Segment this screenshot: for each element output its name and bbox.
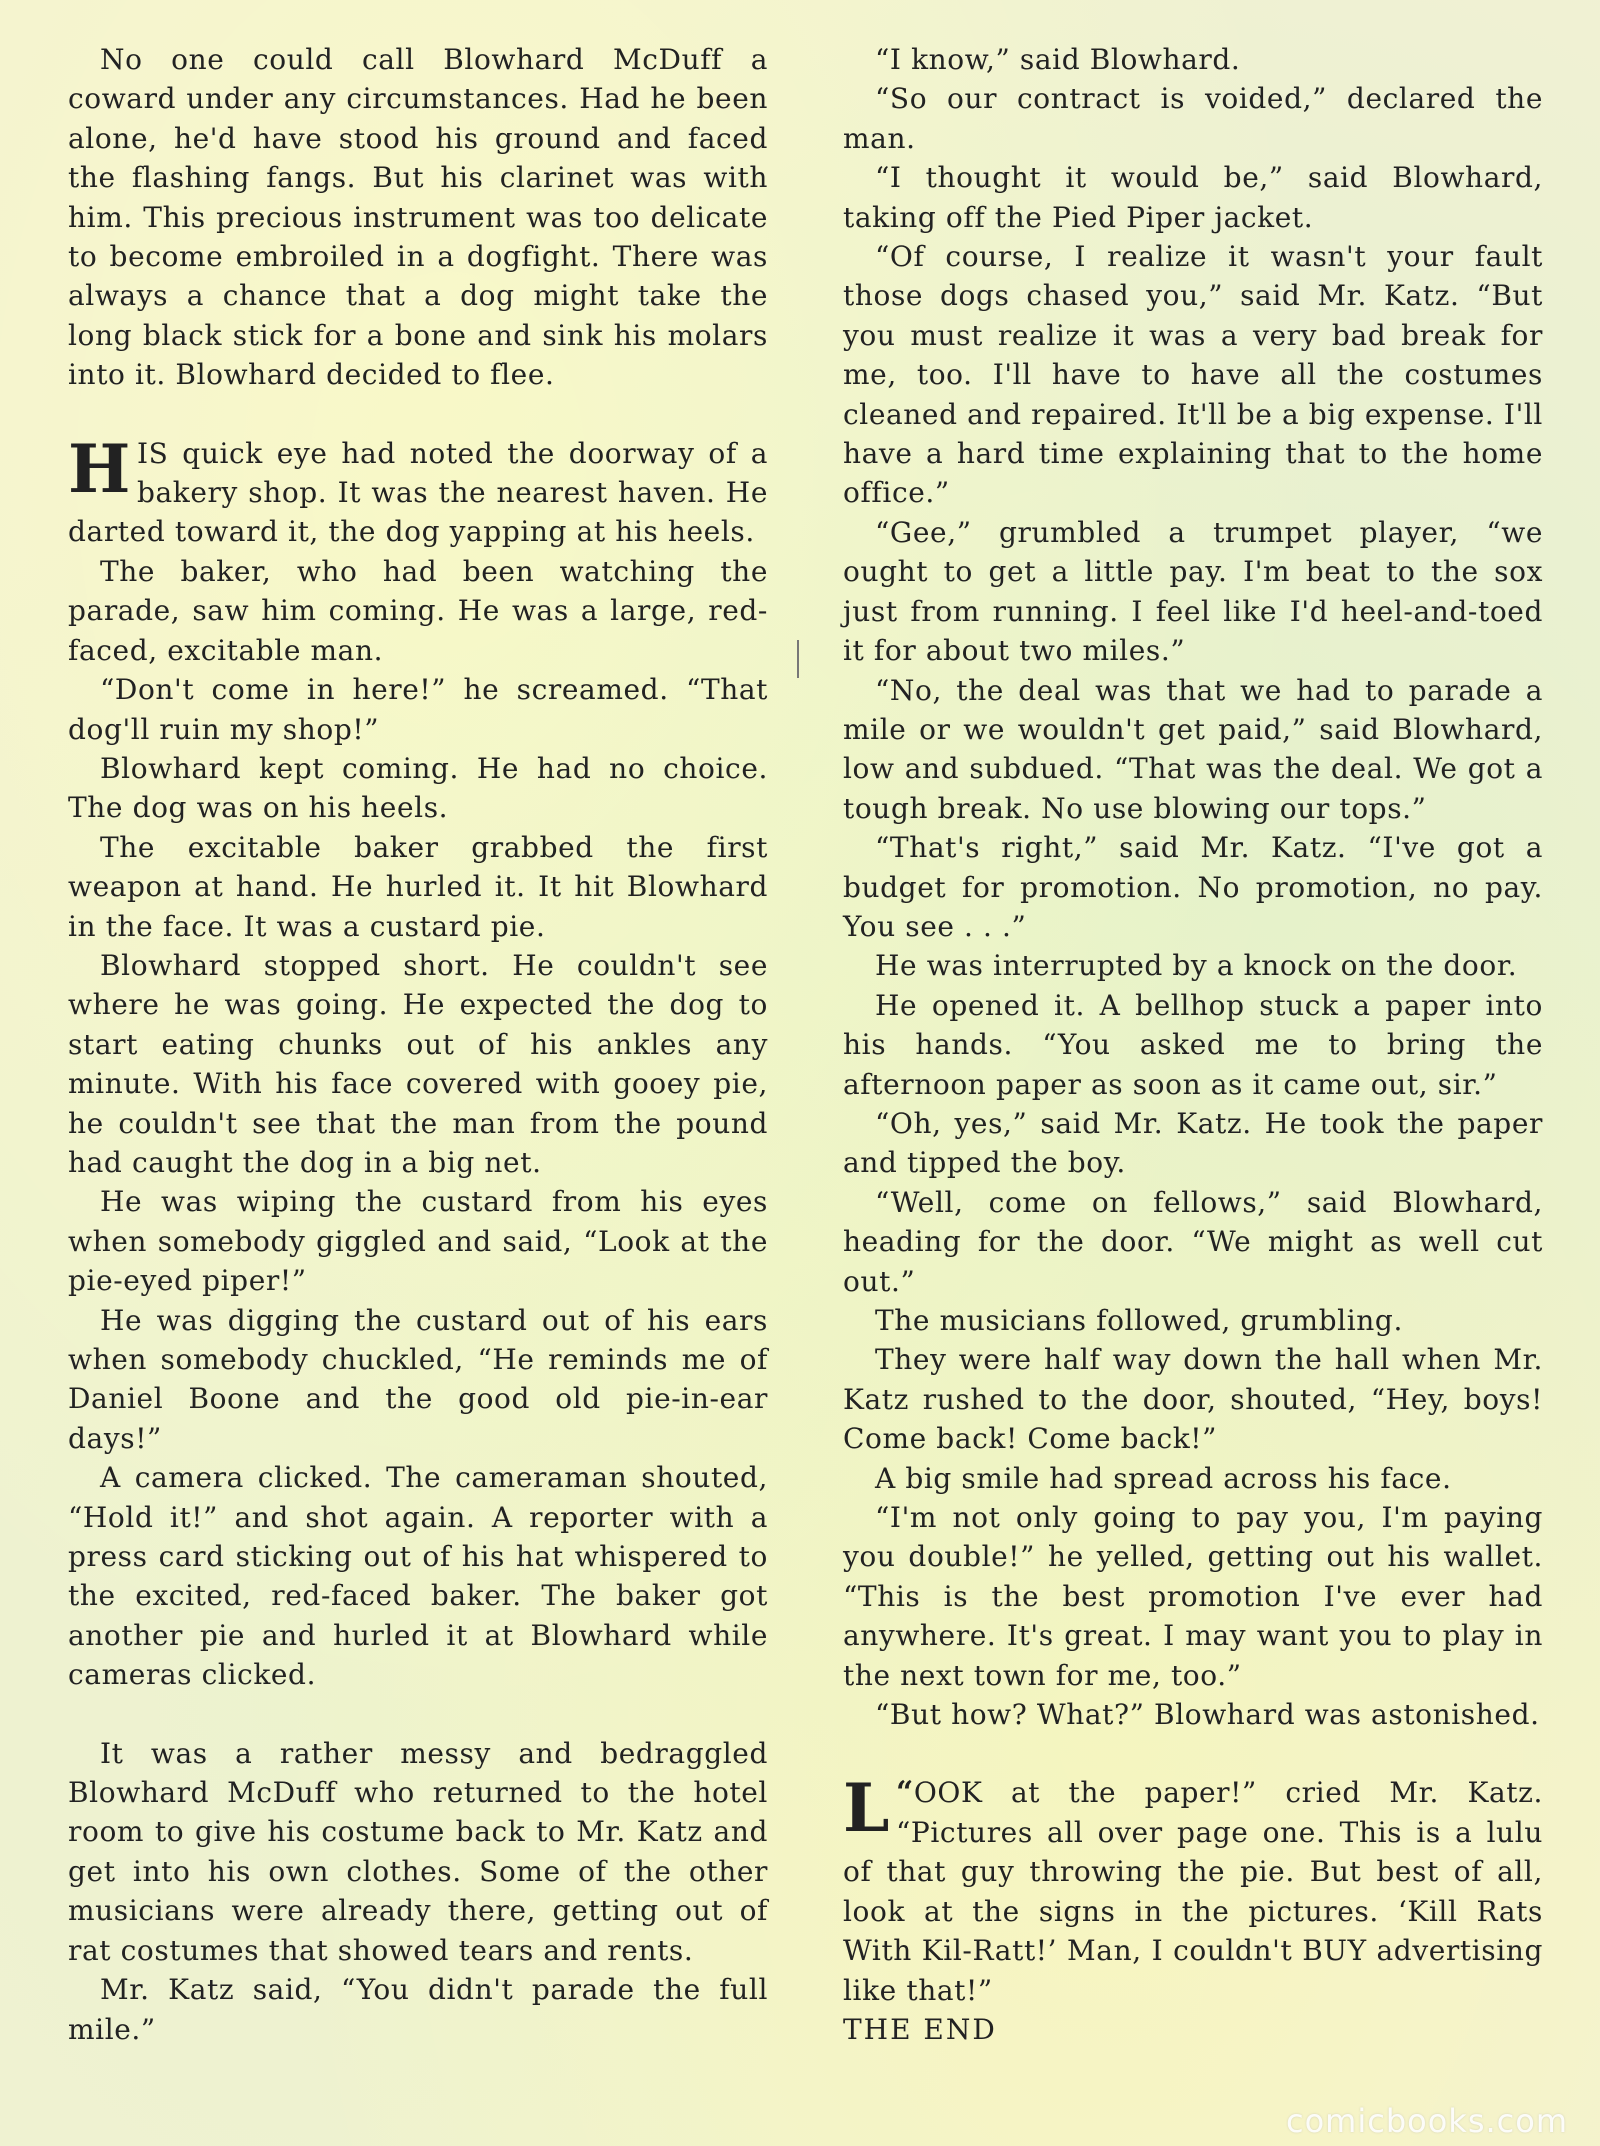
paragraph: Mr. Katz said, “You didn't parade the full mile.” xyxy=(68,1973,768,2046)
paragraph: They were half way down the hall when Mr. Katz rushed to the door, shouted, “Hey, boys! Come back! Come back!” xyxy=(843,1343,1543,1456)
paragraph: He opened it. A bellhop stuck a paper into his hands. “You asked me to bring the afternoon paper as soon as it came out, sir.” xyxy=(843,988,1543,1101)
drop-cap: H xyxy=(68,429,131,508)
paragraph: “That's right,” said Mr. Katz. “I've got a budget for promotion. No promotion, no pay. You see . . .” xyxy=(843,831,1543,943)
paragraph: “Don't come in here!” he screamed. “That dog'll ruin my shop!” xyxy=(68,673,768,746)
paragraph: “No, the deal was that we had to parade a mile or we wouldn't get paid,” said Blowhard, low and subdued. “That was the deal. We got a tough break. No use blowing our tops.” xyxy=(843,673,1543,825)
paragraph: He was digging the custard out of his ears when somebody chuckled, “He reminds me of Daniel Boone and the good old pie-in-ear days!” xyxy=(68,1303,768,1455)
paragraph: Blowhard kept coming. He had no choice. The dog was on his heels. xyxy=(68,751,768,825)
paragraph: “I know,” said Blowhard. xyxy=(875,43,1241,76)
paragraph: “Oh, yes,” said Mr. Katz. He took the paper and tipped the boy. xyxy=(843,1106,1543,1180)
paragraph: “I thought it would be,” said Blowhard, taking off the Pied Piper jacket. xyxy=(843,161,1543,234)
paragraph: “Of course, I realize it wasn't your fault those dogs chased you,” said Mr. Katz. “But you must realize it was a very bad break for me, too. I'll have to have all the costumes cleaned and repaired. It'll be a big expense. I'll have a hard time explaining that to the home office.” xyxy=(843,240,1543,510)
paragraph: “But how? What?” Blowhard was astonished. xyxy=(875,1698,1540,1732)
left-text-column xyxy=(68,40,768,2049)
paragraph: The musicians followed, grumbling. xyxy=(875,1304,1403,1337)
paragraph-with-dropcap xyxy=(843,1769,1543,2009)
paragraph: He was interrupted by a knock on the door. xyxy=(875,949,1518,983)
paragraph: The baker, who had been watching the parade, saw him coming. He was a large, red-faced, excitable man. xyxy=(68,554,768,667)
paragraph: “I'm not only going to pay you, I'm paying you double!” he yelled, getting out his wallet. “This is the best promotion I've ever had anywhere. It's great. I may want you to play in the next town for me, too.” xyxy=(843,1501,1543,1692)
drop-cap: L xyxy=(843,1769,891,1848)
paragraph-text: IS quick eye had noted the doorway of a bakery shop. It was the nearest haven. He darted toward it, the dog yapping at his heels. xyxy=(68,436,768,549)
site-watermark: comicbooks.com xyxy=(1285,2102,1568,2140)
column-divider xyxy=(797,640,799,678)
paragraph: He was wiping the custard from his eyes when somebody giggled and said, “Look at the pie-eyed piper!” xyxy=(68,1185,768,1298)
paragraph: “So our contract is voided,” declared the man. xyxy=(843,82,1543,155)
the-end-label: THE END xyxy=(843,2012,997,2046)
paragraph: No one could call Blowhard McDuff a coward under any circumstances. Had he been alone, he'd have stood his ground and faced the flashing fangs. But his clarinet was with him. This precious instrument was too delicate to become embroiled in a dogfight. There was always a chance that a dog might take the long black stick for a bone and sink his molars into it. Blowhard decided to flee. xyxy=(68,43,768,392)
paragraph: It was a rather messy and bedraggled Blowhard McDuff who returned to the hotel room to give his costume back to Mr. Katz and get into his own clothes. Some of the other musicians were already there, getting out of rat costumes that showed tears and rents. xyxy=(68,1736,768,1967)
opening-quote: “ xyxy=(896,1775,914,1811)
paragraph: “Gee,” grumbled a trumpet player, “we ought to get a little pay. I'm beat to the sox just from running. I feel like I'd heel-and-toed it for about two miles.” xyxy=(843,515,1543,668)
paragraph-with-dropcap xyxy=(68,429,768,552)
paragraph: A big smile had spread across his face. xyxy=(875,1461,1452,1495)
right-text-column xyxy=(843,40,1543,2049)
paragraph: The excitable baker grabbed the first weapon at hand. He hurled it. It hit Blowhard in the face. It was a custard pie. xyxy=(68,830,768,943)
paragraph: Blowhard stopped short. He couldn't see where he was going. He expected the dog to start eating chunks out of his ankles any minute. With his face covered with gooey pie, he couldn't see that the man from the pound had caught the dog in a big net. xyxy=(68,948,768,1179)
paragraph-text: OOK at the paper!” cried Mr. Katz. “Pictures all over page one. This is a lulu of that guy throwing the pie. But best of all, look at the signs in the pictures. ‘Kill Rats With Kil-Ratt!’ Man, I couldn't BUY advertising like that!” xyxy=(843,1776,1543,2007)
paragraph: “Well, come on fellows,” said Blowhard, heading for the door. “We might as well cut out.” xyxy=(843,1185,1543,1298)
paragraph: A camera clicked. The cameraman shouted, “Hold it!” and shot again. A reporter with a press card sticking out of his hat whispered to the excited, red-faced baker. The baker got another pie and hurled it at Blowhard while cameras clicked. xyxy=(68,1461,768,1692)
